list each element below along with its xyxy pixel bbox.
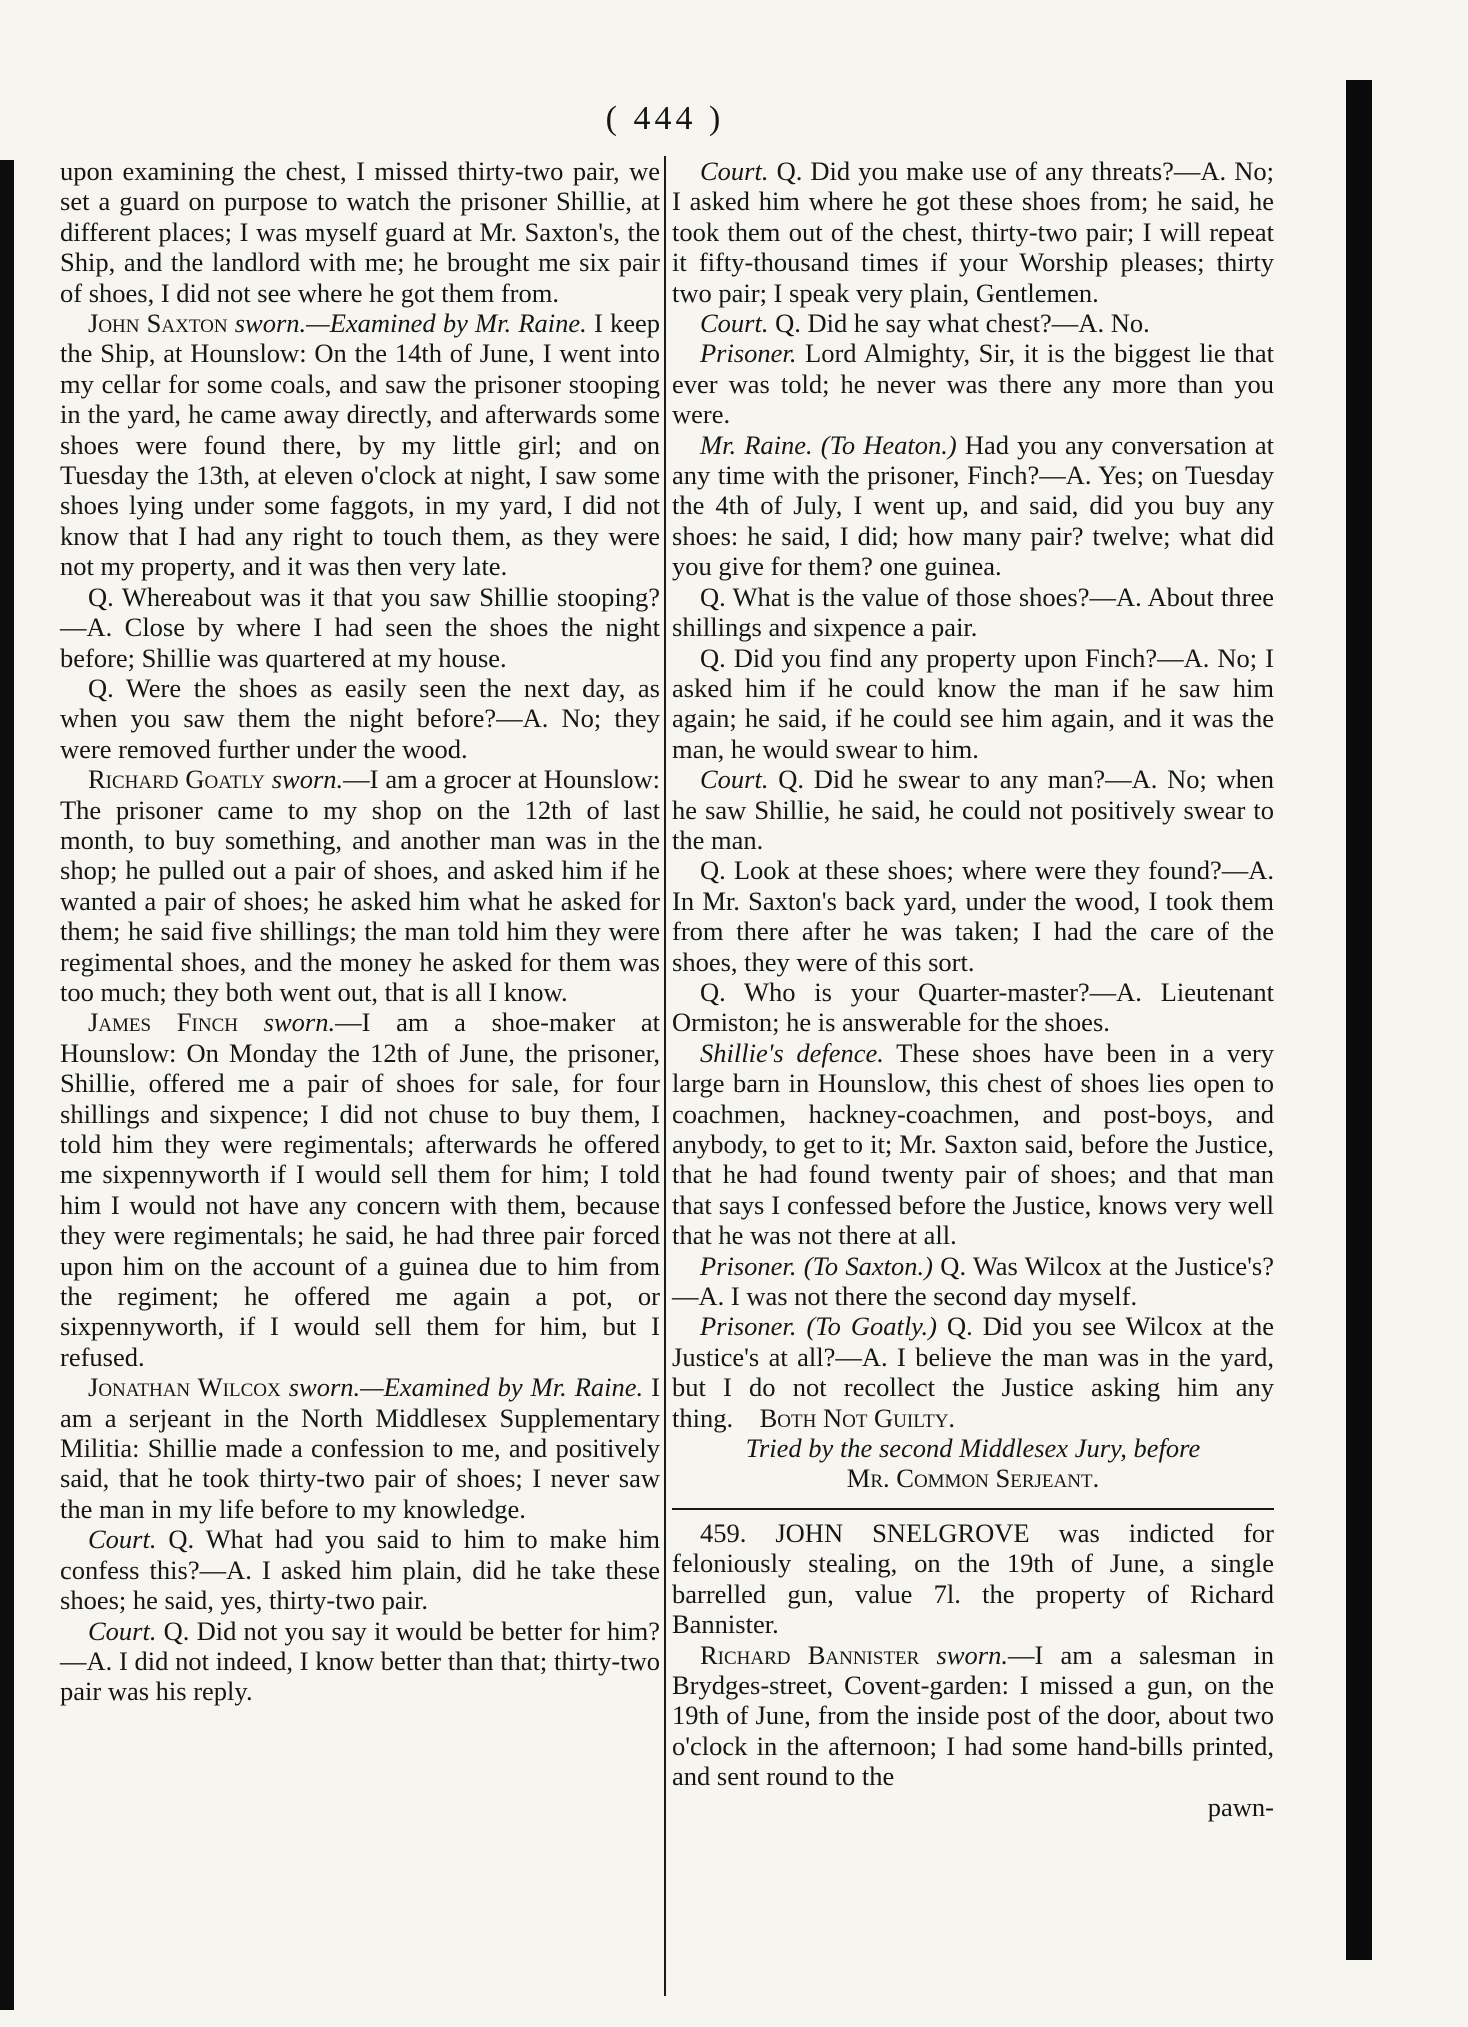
witness-name: John Saxton [88, 308, 228, 339]
judge-name: Mr. Common Serjeant. [846, 1463, 1100, 1494]
scan-edge-left [0, 160, 14, 2010]
testimony-text: —I am a grocer at Hounslow: The prisoner came to my shop on the 12th of last month, to buy something, and another man was in the shop; he pulled out a pair of shoes, and asked him if he wanted a pair of shoes; he asked him what he asked for them; he said five shillings; the man told him they were regimental shoes, and the money he asked for them was too much; they both went out, that is all I know. [60, 764, 660, 1007]
paragraph: Q. Who is your Quarter-master?—A. Lieutenant Ormiston; he is answerable for the shoes. [672, 976, 1274, 1038]
left-column [60, 156, 660, 1707]
defendant-name: JOHN SNELGROVE [775, 1517, 1030, 1548]
court-question [672, 764, 1274, 855]
speaker-label: Court. [88, 1615, 157, 1646]
sworn-mark: sworn.—Examined by Mr. Raine. [288, 1372, 644, 1403]
question-text: Q. Did he say what chest?—A. No. [768, 308, 1150, 339]
right-column [672, 156, 1274, 1822]
paragraph: Q. Whereabout was it that you saw Shillie stooping?—A. Close by where I had seen the shoes the night before; Shillie was quartered at my house. [60, 581, 660, 673]
testimony [60, 308, 660, 582]
testimony [60, 764, 660, 1007]
question-text: Q. Did not you say it would be better for him?—A. I did not indeed, I know better than that; thirty-two pair was his reply. [60, 1615, 660, 1707]
court-question [60, 1524, 660, 1615]
defence-statement [672, 1038, 1274, 1251]
jury-note: Tried by the second Middlesex Jury, before [745, 1433, 1201, 1464]
indictment [672, 1518, 1274, 1640]
speaker-label: Court. [700, 156, 769, 186]
witness-name: Richard Bannister [700, 1639, 920, 1670]
page-number: ( 444 ) [605, 100, 725, 137]
witness-name: Jonathan Wilcox [88, 1372, 281, 1403]
testimony [672, 1640, 1274, 1792]
paragraph: Q. What is the value of those shoes?—A. About three shillings and sixpence a pair. [672, 581, 1274, 643]
column-divider [664, 156, 666, 1996]
court-question [60, 1616, 660, 1707]
counsel-question [672, 430, 1274, 582]
sworn-mark: sworn. [936, 1639, 1008, 1670]
sworn-mark: sworn.—Examined by Mr. Raine. [234, 308, 587, 339]
sworn-mark: sworn. [271, 764, 344, 795]
witness-name: James Finch [88, 1007, 238, 1038]
court-question [672, 156, 1274, 308]
testimony-text: —I am a salesman in Brydges-street, Covent-garden: I missed a gun, on the 19th of June, from the inside post of the door, about two o'clock in the afternoon; I had some hand-bills printed, and sent round to the [672, 1639, 1274, 1792]
statement-text: These shoes have been in a very large barn in Hounslow, this chest of shoes lies open to coachmen, hackney-coachmen, and post-boys, and anybody, to get to it; Mr. Saxton said, before the Justice, that he had found twenty pair of shoes; and that man that says I confessed before the Justice, knows very well that he was not there at all. [672, 1037, 1274, 1251]
court-question [672, 308, 1274, 338]
prisoner-question [672, 1251, 1274, 1312]
speaker-label: Prisoner. (To Saxton.) [700, 1250, 933, 1281]
question-text: Q. Did you see Wilcox at the Justice's at all?—A. I believe the man was in the yard, but I do not recollect the Justice asking him any thing. [672, 1311, 1274, 1433]
case-separator [672, 1508, 1274, 1510]
case-number: 459. [700, 1517, 747, 1548]
speaker-label: Court. [88, 1524, 157, 1555]
prisoner-question [672, 1311, 1274, 1433]
speaker-label: Prisoner. (To Goatly.) [700, 1311, 937, 1342]
scan-edge-right [1346, 80, 1372, 1960]
testimony-text: —I am a shoe-maker at Hounslow: On Monday the 12th of June, the prisoner, Shillie, offered me a pair of shoes for sale, for four shillings and sixpence; I did not chuse to buy them, I told him they were regimentals; afterwards he offered me sixpennyworth if I would sell them for him; I told him I would not have any concern with them, because they were regimentals; he said, he had three pair forced upon him on the account of a guinea due to him from the regiment; he offered me again a pot, or sixpennyworth, if I would sell them for him, but I refused. [60, 1007, 661, 1372]
testimony [60, 1372, 660, 1524]
question-text: Q. What had you said to him to make him confess this?—A. I asked him plain, did he take these shoes; he said, yes, thirty-two pair. [60, 1524, 660, 1616]
paragraph: upon examining the chest, I missed thirty-two pair, we set a guard on purpose to watch the prisoner Shillie, at different places; I was myself guard at Mr. Saxton's, the Ship, and the landlord with me; he brought me six pair of shoes, I did not see where he got them from. [60, 156, 660, 308]
verdict: Both Not Guilty. [759, 1402, 956, 1433]
question-text: Q. Was Wilcox at the Justice's?—A. I was not there the second day myself. [672, 1250, 1274, 1312]
speaker-label: Prisoner. [700, 338, 797, 369]
speaker-label: Shillie's defence. [700, 1037, 884, 1068]
witness-name: Richard Goatly [88, 764, 265, 795]
testimony [60, 1007, 660, 1372]
paragraph: Q. Were the shoes as easily seen the next day, as when you saw them the night before?—A. No; they were removed further under the wood. [60, 672, 660, 764]
paragraph: Q. Look at these shoes; where were they found?—A. In Mr. Saxton's back yard, under the wood, I took them from there after he was taken; I had the care of the shoes, they were of this sort. [672, 855, 1274, 977]
testimony-text: I keep the Ship, at Hounslow: On the 14th of June, I went into my cellar for some coals, and saw the prisoner stooping in the yard, he came away directly, and afterwards some shoes were found there, by my little girl; and on Tuesday the 13th, at eleven o'clock at night, I saw some shoes lying under some faggots, in my yard, I did not know that I had any right to touch them, as they were not my property, and it was then very late. [60, 308, 660, 582]
question-text: Had you any conversation at any time with the prisoner, Finch?—A. Yes; on Tuesday the 4th of July, I went up, and said, did you buy any shoes: he said, I did; how many pair? twelve; what did you give for them? one guinea. [672, 429, 1274, 582]
catchword: pawn- [1207, 1791, 1274, 1822]
indictment-text: was indicted for feloniously stealing, on the 19th of June, a single barrelled gun, value 7l. the property of Richard Bannister. [672, 1517, 1275, 1640]
speaker-label: Court. [700, 308, 769, 339]
speaker-label: Mr. Raine. (To Heaton.) [700, 429, 957, 460]
question-text: Q. Did you make use of any threats?—A. No; I asked him where he got these shoes from; he said, he took them out of the chest, thirty-two pair; I will repeat it fifty-thousand times if your Worship pleases; thirty two pair; I speak very plain, Gentlemen. [672, 156, 1274, 308]
statement-text: Lord Almighty, Sir, it is the biggest lie that ever was told; he never was there any more than you were. [672, 338, 1274, 430]
sworn-mark: sworn. [263, 1007, 336, 1038]
paragraph: Q. Did you find any property upon Finch?—A. No; I asked him if he could know the man if he saw him again; he said, if he could see him again, and it was the man, he would swear to him. [672, 642, 1274, 764]
prisoner-statement [672, 338, 1274, 429]
question-text: Q. Did he swear to any man?—A. No; when he saw Shillie, he said, he could not positively swear to the man. [672, 764, 1274, 855]
speaker-label: Court. [700, 764, 769, 795]
testimony-text: I am a serjeant in the North Middlesex Supplementary Militia: Shillie made a confession to me, and positively said, that he took thirty-two pair of shoes; I never saw the man in my life before to my knowledge. [60, 1372, 660, 1524]
